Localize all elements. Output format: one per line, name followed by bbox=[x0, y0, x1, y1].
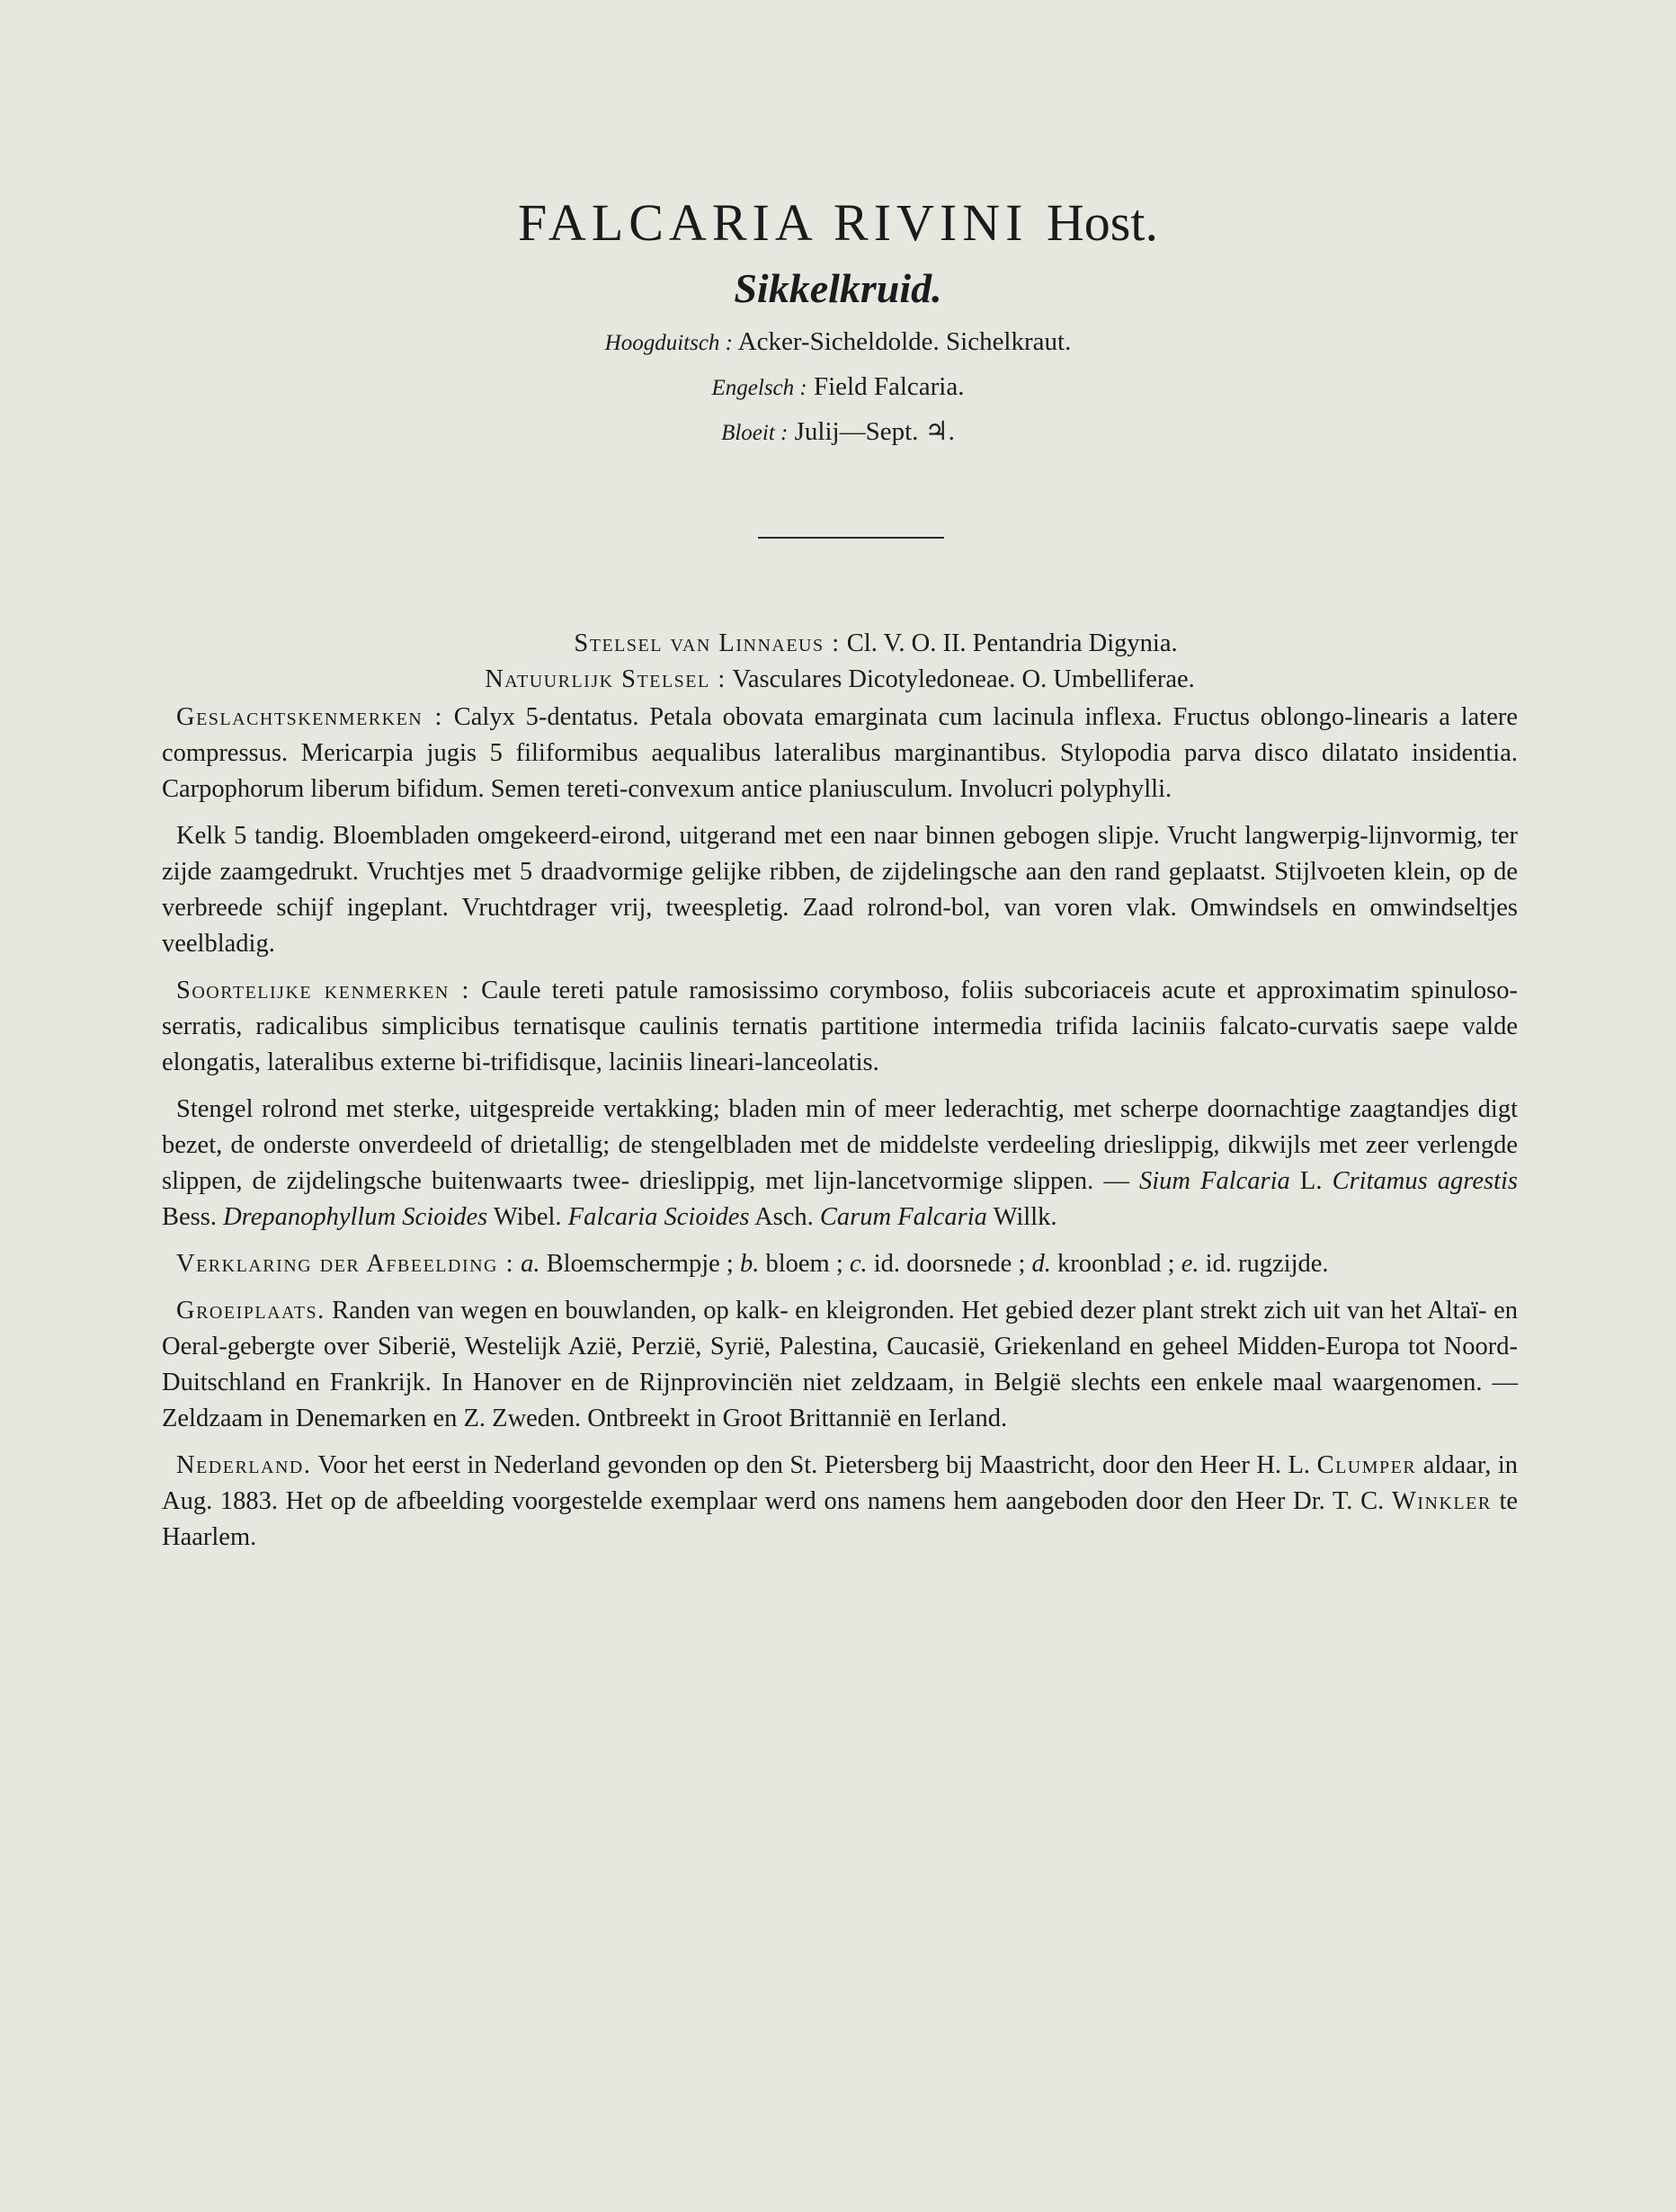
page-title bbox=[0, 192, 1676, 253]
page-subtitle: Sikkelkruid. bbox=[734, 265, 942, 311]
species-characters-dutch: Stengel rolrond met sterke, uitgespreide vertakking; bladen min of meer lederachtig, met scherpe doornachtige zaagtandjes digt bezet, de onderste onverdeeld of drietallig; de stengelbladen met de middelste verdeeling drieslippig, dikwijls met zeer verlengde slippen, de zijdelingsche buitenwaarts twee- drieslippig, met lijn-lancetvormige slippen. — Sium Falcaria L. Critamus agrestis Bess. Drepanophyllum Scioides Wibel. Falcaria Scioides Asch. Carum Falcaria Willk. bbox=[162, 1095, 1518, 1231]
natural-system: Natuurlijk Stelsel : Vasculares Dicotyledoneae. O. Umbelliferae. bbox=[485, 665, 1195, 693]
netherlands-record: Nederland. Voor het eerst in Nederland gevonden op den St. Pietersberg bij Maastricht, door den Heer H. L. Clumper aldaar, in Aug. 1883. Het op de afbeelding voorgestelde exemplaar werd ons namens hem aangeboden door den Heer Dr. T. C. Winkler te Haarlem. bbox=[162, 1451, 1519, 1551]
species-characters-latin: Soortelijke kenmerken : Caule tereti patule ramosissimo corymboso, foliis subcoriaceis acute et approximatim spinuloso-serratis, radicalibus simplicibus ternatisque caulinis ternatis partitione intermedia trifida laciniis falcato-curvatis saepe valde elongatis, lateralibus externe bi-trifidisque, laciniis lineari-lanceolatis. bbox=[162, 977, 1518, 1076]
name-flowering: Bloeit : Julij—Sept. ♃. bbox=[721, 417, 955, 446]
linnaeus-system: Stelsel van Linnaeus : Cl. V. O. II. Pentandria Digynia. bbox=[574, 629, 1178, 657]
name-english: Engelsch : Field Falcaria. bbox=[711, 372, 965, 401]
figure-explanation: Verklaring der Afbeelding : a. Bloemschermpje ; b. bloem ; c. id. doorsnede ; d. kroonblad ; e. id. rugzijde. bbox=[176, 1250, 1329, 1278]
title-genus-species: FALCARIA RIVINI bbox=[517, 193, 1029, 252]
title-author: Host. bbox=[1046, 193, 1158, 252]
document-body bbox=[162, 626, 1518, 1566]
divider-rule bbox=[758, 537, 944, 539]
habitat: Groeiplaats. Randen van wegen en bouwlanden, op kalk- en kleigronden. Het gebied dezer plant strekt zich uit van het Altaï- en Oeral-gebergte over Siberië, Westelijk Azië, Perzië, Syrië, Palestina, Caucasië, Griekenland en geheel Midden-Europa tot Noord-Duitschland en Frankrijk. In Hanover en de Rijnprovinciën niet zeldzaam, in België slechts een enkele maal waargenomen. — Zeldzaam in Denemarken en Z. Zweden. Ontbreekt in Groot Brittannië en Ierland. bbox=[162, 1297, 1518, 1432]
name-german: Hoogduitsch : Acker-Sicheldolde. Sichelkraut. bbox=[604, 327, 1072, 356]
genus-characters-dutch: Kelk 5 tandig. Bloembladen omgekeerd-eirond, uitgerand met een naar binnen gebogen slipje. Vrucht langwerpig-lijnvormig, ter zijde zaamgedrukt. Vruchtjes met 5 draadvormige gelijke ribben, de zijdelingsche aan den rand geplaatst. Stijlvoeten klein, op de verbreede schijf ingeplant. Vruchtdrager vrij, tweespletig. Zaad rolrond-bol, van voren vlak. Omwindsels en omwindseltjes veelbladig. bbox=[162, 822, 1518, 958]
genus-characters-latin: Geslachtskenmerken : Calyx 5-dentatus. Petala obovata emarginata cum lacinula inflexa. Fructus oblongo-linearis a latere compressus. Mericarpia jugis 5 filiformibus aequalibus lateralibus marginantibus. Stylopodia parva disco dilatato insidentia. Carpophorum liberum bifidum. Semen tereti-convexum antice planiusculum. Involucri polyphylli. bbox=[162, 703, 1519, 803]
